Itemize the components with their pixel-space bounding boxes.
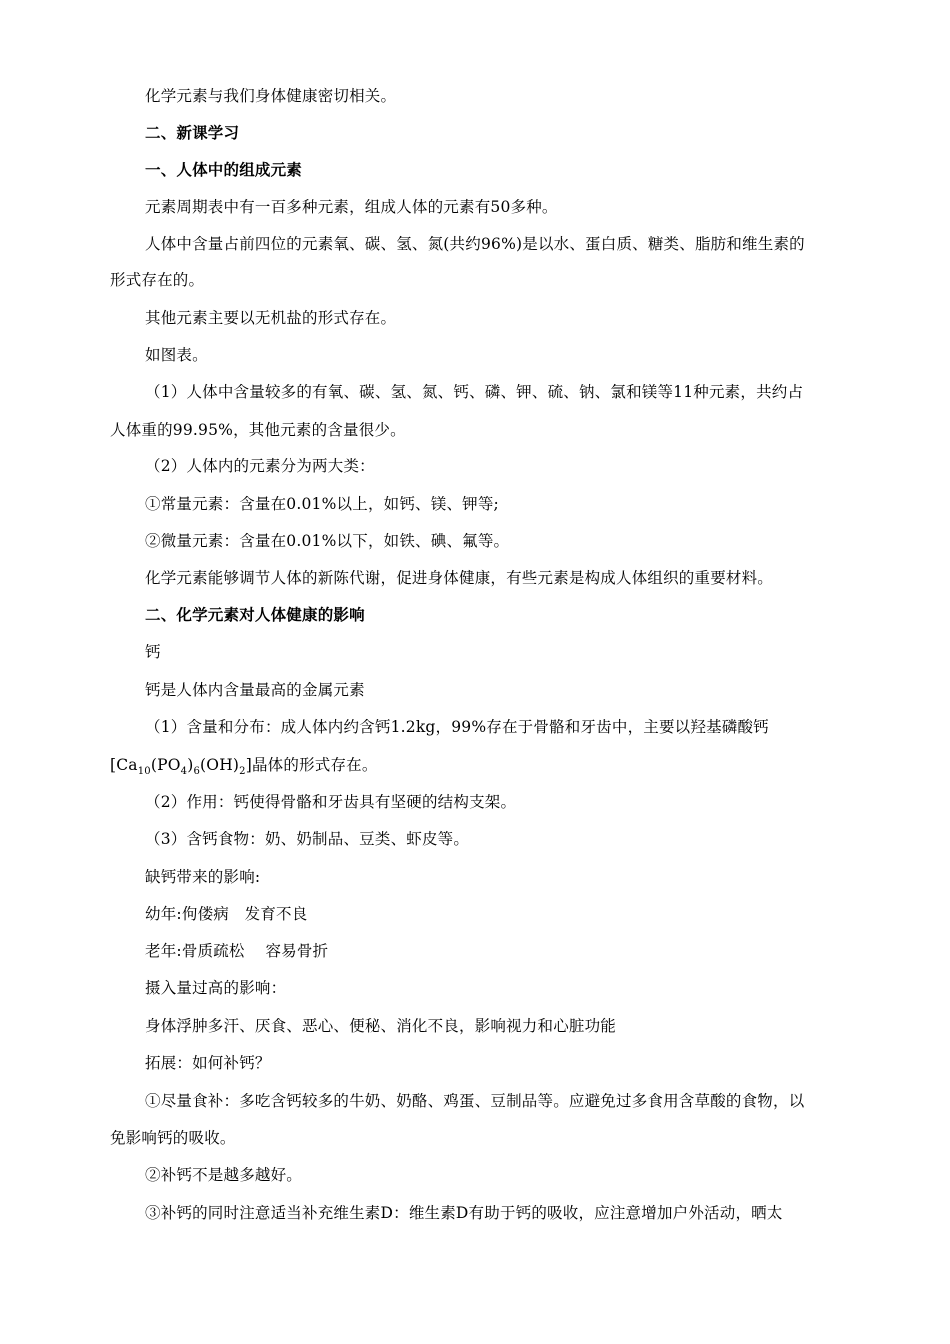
paragraph-line: 形式存在的。 [110,271,205,289]
paragraph-line: 钙 [145,643,161,661]
paragraph-line: 化学元素能够调节人体的新陈代谢，促进身体健康，有些元素是构成人体组织的重要材料。 [145,569,774,587]
paragraph-line: 元素周期表中有一百多种元素，组成人体的元素有50多种。 [145,198,558,216]
paragraph-line: 钙是人体内含量最高的金属元素 [145,681,365,699]
paragraph-line: 拓展：如何补钙？ [145,1054,271,1072]
paragraph-line: 免影响钙的吸收。 [110,1129,236,1147]
paragraph-line: 人体重的99.95%，其他元素的含量很少。 [110,421,406,439]
list-item: ②微量元素：含量在0.01%以下，如铁、碘、氟等。 [145,532,510,550]
paragraph-line: 摄入量过高的影响： [145,979,287,997]
paragraph-line: （1）人体中含量较多的有氧、碳、氢、氮、钙、磷、钾、硫、钠、氯和镁等11种元素，共约占 [145,383,804,401]
formula-subscript: 10 [137,766,151,777]
paragraph-line: 人体中含量占前四位的元素氧、碳、氢、氮(共约96%)是以水、蛋白质、糖类、脂肪和维生素的 [145,235,805,253]
list-item: ②补钙不是越多越好。 [145,1166,303,1184]
formula-part: (OH) [200,756,240,774]
list-item: ①尽量食补：多吃含钙较多的牛奶、奶酪、鸡蛋、豆制品等。应避免过多食用含草酸的食物，以 [145,1092,805,1110]
paragraph-line: 身体浮肿多汗、厌食、恶心、便秘、消化不良，影响视力和心脏功能 [145,1017,617,1035]
paragraph-line: 如图表。 [145,346,208,364]
paragraph-line: 其他元素主要以无机盐的形式存在。 [145,309,397,327]
section-heading: 一、人体中的组成元素 [145,160,303,179]
formula-subscript: 4 [180,766,188,777]
paragraph-line: （3）含钙食物：奶、奶制品、豆类、虾皮等。 [145,830,470,848]
formula-part: ]晶体的形式存在。 [245,756,378,774]
formula-subscript: 2 [239,766,246,777]
section-heading: 二、新课学习 [145,123,240,142]
paragraph-line: （1）含量和分布：成人体内约含钙1.2kg，99%存在于骨骼和牙齿中，主要以羟基磷酸钙 [145,718,769,736]
list-item: ①常量元素：含量在0.01%以上，如钙、镁、钾等; [145,495,499,513]
formula-part: (PO [150,756,181,774]
paragraph-line: （2）人体内的元素分为两大类： [145,457,375,475]
paragraph-line: 缺钙带来的影响: [145,868,261,886]
formula-part: [Ca [110,756,138,774]
formula-subscript: 6 [193,766,201,777]
list-item: ③补钙的同时注意适当补充维生素D：维生素D有助于钙的吸收，应注意增加户外活动，晒太 [145,1204,783,1222]
paragraph-line: 老年:骨质疏松 容易骨折 [145,942,329,960]
paragraph-line: 化学元素与我们身体健康密切相关。 [145,87,397,105]
paragraph-line: （2）作用：钙使得骨骼和牙齿具有坚硬的结构支架。 [145,793,517,811]
paragraph-line: 幼年:佝偻病 发育不良 [145,905,308,923]
formula-part: ) [187,756,194,774]
section-heading: 二、化学元素对人体健康的影响 [145,605,365,624]
chemical-formula-line [110,755,378,775]
